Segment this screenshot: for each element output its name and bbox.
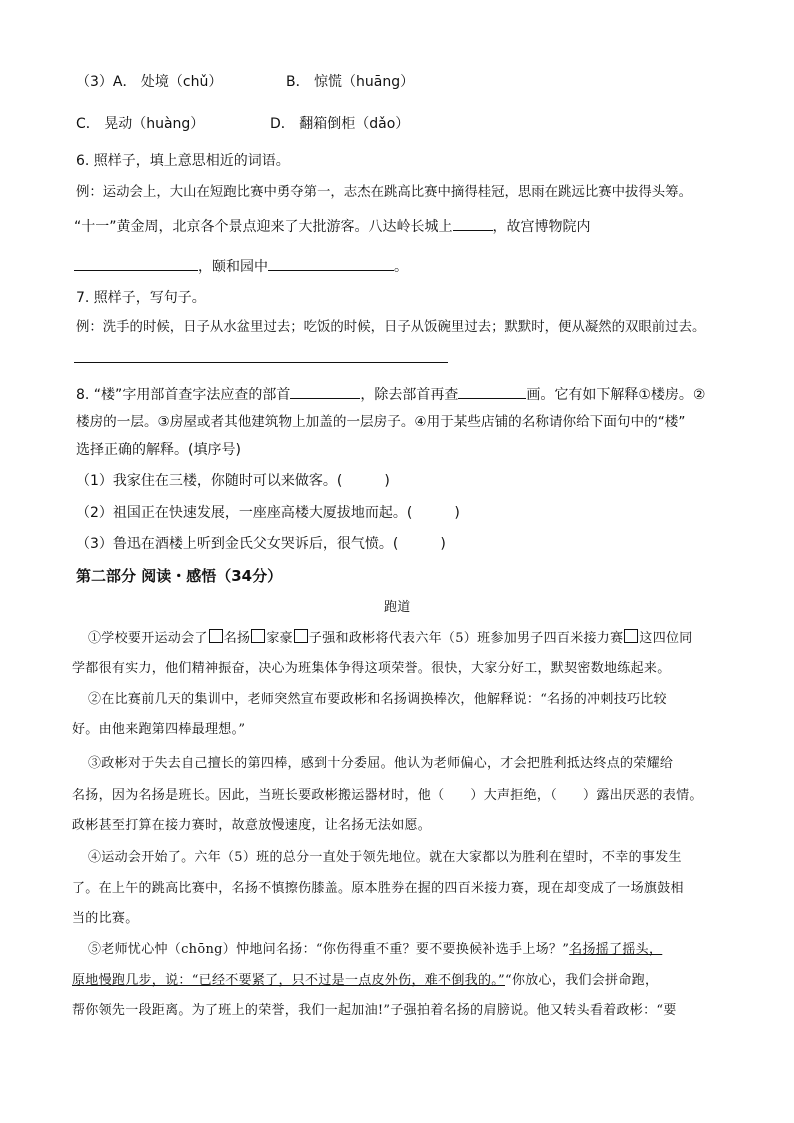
q8-line1-text-b: ，除去部首再查 (360, 387, 459, 403)
q8-sentence-2-text: （2）祖国正在快速发展，一座座高楼大厦拔地而起。( (76, 505, 413, 521)
q8-sentence-2 (76, 503, 460, 523)
q6-line1-text-b: ，故宫博物院内 (492, 219, 591, 235)
p3-line2 (72, 786, 703, 806)
p1-line2: 学都很有实力，他们精神振奋，决心为班集体争得这项荣誉。很快，大家分好工，默契密数地练起来。 (72, 661, 671, 676)
blank-box-2[interactable] (251, 629, 265, 643)
p4-line1: ④运动会开始了。六年（5）班的总分一直处于领先地位。就在大家都以为胜利在望时，不幸的事发生 (88, 850, 682, 865)
q8-sentence-1-text: （1）我家住在三楼，你随时可以来做客。( (76, 473, 343, 489)
q6-blank-1[interactable] (453, 216, 493, 231)
blank-box-4[interactable] (624, 629, 638, 643)
p1-text-e: 这四位同 (639, 631, 693, 646)
p3-text-b: ）大声拒绝，（ (470, 788, 558, 803)
q5-option-d: D． 翻箱倒柜（dǎo） (270, 116, 410, 132)
q8-line3: 选择正确的解释。(填序号) (76, 442, 241, 458)
q6-blank-2[interactable] (74, 256, 198, 271)
p1-text-d: 子强和政彬将代表六年（5）班参加男子四百米接力赛 (308, 631, 624, 646)
q8-sentence-3-close: ) (440, 536, 446, 552)
p5-text-a: ⑤老师忧心忡（chōng）忡地问名扬：“你伤得重不重？要不要换候补选手上场？” (88, 942, 570, 957)
q8-sentence-3 (76, 534, 446, 554)
p5-underlined-a: 名扬摇了摇头， (569, 942, 663, 957)
q6-line1 (74, 216, 591, 237)
p2-line2: 好。由他来跑第四棒最理想。” (72, 722, 246, 737)
q8-sentence-1-close: ) (384, 473, 390, 489)
p3-line3: 政彬甚至打算在接力赛时，故意放慢速度，让名扬无法如愿。 (72, 818, 432, 833)
q8-sentence-3-text: （3）鲁迅在酒楼上听到金氏父女哭诉后，很气愤。( (76, 536, 399, 552)
q8-sentence-1 (76, 471, 390, 491)
p1-text-b: 名扬 (223, 631, 251, 646)
p5-text-b: “你放心，我们会拼命跑， (505, 973, 659, 988)
blank-box-3[interactable] (294, 629, 308, 643)
p5-line3: 帮你领先一段距离。为了班上的荣誉，我们一起加油!”子强拍着名扬的肩膀说。他又转头看着政彬：“要 (72, 1003, 677, 1018)
q8-line2: 楼房的一层。③房屋或者其他建筑物上加盖的一层房子。④用于某些店铺的名称请你给下面句中的“楼” (76, 414, 686, 430)
q6-line2-text-b: 。 (394, 259, 408, 275)
q6-title: 6. 照样子，填上意思相近的词语。 (76, 153, 290, 169)
p4-line2: 了。在上午的跳高比赛中，名扬不慎擦伤膝盖。原本胜券在握的四百米接力赛，现在却变成了一场旗鼓相 (72, 881, 684, 896)
p2-line1: ②在比赛前几天的集训中，老师突然宣布要政彬和名扬调换棒次，他解释说：“名扬的冲刺技巧比较 (88, 692, 667, 707)
q6-example: 例：运动会上，大山在短跑比赛中勇夺第一，志杰在跳高比赛中摘得桂冠，思雨在跳远比赛中拔得头筹。 (76, 185, 692, 200)
p1-text-c: 家豪 (266, 631, 293, 646)
p3-line1: ③政彬对于失去自己擅长的第四棒，感到十分委屈。他认为老师偏心，才会把胜利抵达终点的荣耀给 (88, 756, 674, 771)
q8-stroke-blank[interactable] (458, 384, 526, 399)
q7-title: 7. 照样子，写句子。 (76, 290, 206, 306)
p4-line3: 当的比赛。 (72, 911, 139, 926)
p1-line1 (88, 629, 693, 649)
q5-option-a: （3）A． 处境（chǔ） (76, 74, 223, 90)
q8-radical-blank[interactable] (290, 384, 360, 399)
p3-text-a: 名扬，因为名扬是班长。因此，当班长要政彬搬运器材时，他（ (72, 788, 445, 803)
q8-line1 (76, 384, 705, 405)
story-title: 跑道 (384, 600, 411, 615)
q6-line2-text-a: ，颐和园中 (198, 259, 268, 275)
q8-line1-text-c: 画。它有如下解释①楼房。② (526, 387, 706, 403)
p5-line1 (88, 940, 662, 960)
part2-heading: 第二部分 阅读・感悟（34分） (76, 567, 283, 585)
q6-blank-3[interactable] (268, 256, 394, 271)
q6-line2 (74, 256, 408, 277)
q8-sentence-2-close: ) (454, 505, 460, 521)
p5-line2 (72, 971, 658, 991)
q5-option-b: B． 惊慌（huāng） (286, 74, 415, 90)
p3-text-c: ）露出厌恶的表情。 (583, 788, 703, 803)
p1-text-a: ①学校要开运动会了 (88, 631, 208, 646)
q5-option-c: C． 晃动（huàng） (76, 116, 205, 132)
blank-box-1[interactable] (209, 629, 223, 643)
p5-underlined-b: 原地慢跑几步，说：“已经不要紧了，只不过是一点皮外伤，难不倒我的。” (72, 973, 505, 988)
q7-answer-line[interactable] (74, 362, 448, 363)
q7-example: 例：洗手的时候，日子从水盆里过去；吃饭的时候，日子从饭碗里过去；默默时，便从凝然的双眼前过去。 (76, 320, 706, 335)
q8-line1-text-a: 8. “楼”字用部首查字法应查的部首 (76, 387, 291, 403)
q6-line1-text-a: “十一”黄金周，北京各个景点迎来了大批游客。八达岭长城上 (74, 219, 453, 235)
